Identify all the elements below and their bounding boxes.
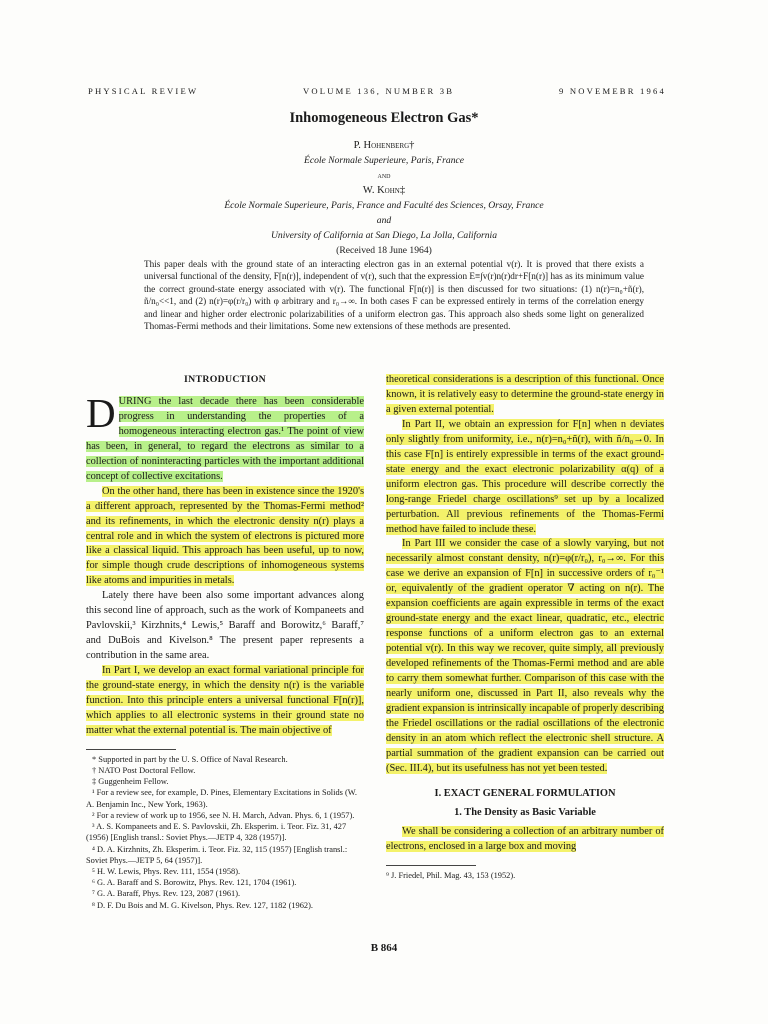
author-block — [0, 138, 768, 258]
paper-title: Inhomogeneous Electron Gas* — [289, 110, 479, 126]
footnote: ² For a review of work up to 1956, see N. H. March, Advan. Phys. 6, 1 (1957). — [92, 810, 355, 820]
abstract — [144, 258, 644, 332]
footnote: ⁵ H. W. Lewis, Phys. Rev. 111, 1554 (1958). — [92, 866, 241, 876]
subsection-heading: 1. The Density as Basic Variable — [454, 806, 596, 818]
author-1: P. Hohenberg† — [353, 140, 415, 151]
footnote-rule — [86, 749, 176, 750]
and-separator-1: and — [377, 171, 391, 180]
affiliation-2a: École Normale Superieure, Paris, France and Faculté des Sciences, Orsay, France — [224, 200, 544, 211]
and-separator-2: and — [376, 215, 392, 226]
affiliation-1: École Normale Superieure, Paris, France — [303, 155, 465, 166]
issue-date: 9 NOVEMEBR 1964 — [558, 86, 666, 96]
yellow-highlight: In Part III we consider the case of a slowly varying, but not necessarily almost constant density, n(r)=φ(r/r₀), r₀→∞. For this case we derive an expansion of F[n] in successive orders of r₀⁻¹ or, equivalently of the gradient operator ∇ acting on n(r). The expansion coefficients are again expressible in terms of the exact ground-state energy and the exact linear, quadratic, etc., electric response functions of a uniform electron gas to an external potential v(r). In this way we recover, quite simply, all previously developed refinements of the Thomas-Fermi method and are able to carry them somewhat further. Comparison of this case with the nearly uniform one, discussed in Part II, also reveals why the gradient expansion is intrinsically incapable of properly describing the Friedel oscillations or the radial oscillations of the electronic density in an atom which reflect the electronic shell structure. A partial summation of the gradient expansion can be carried out (Sec. III.4), but its usefulness has not yet been tested. — [386, 538, 664, 774]
green-highlight: URING the last decade there has been considerable progress in understanding the properties of a homogeneous interacting electron gas.¹ The point of view has been, in general, to regard the electrons as similar to a collection of noninteracting particles with the important additional concept of collective excitations. — [86, 395, 364, 482]
footnote: † NATO Post Doctoral Fellow. — [92, 766, 196, 776]
intro-paragraph-3: Lately there have been also some important advances along this second line of approach, such as the work of Kompaneets and Pavlovskii,³ Kirzhnits,⁴ Lewis,⁵ Baraff and Borowitz,⁶ Baraff,⁷ and DuBois and Kivelson.⁸ The present paper represents a contribution in the same area. — [86, 590, 364, 662]
footnote: ¹ For a review see, for example, D. Pines, Elementary Excitations in Solids (W. A. Benjamin Inc., New York, 1963). — [86, 788, 358, 809]
right-column — [386, 373, 664, 881]
section-heading: I. EXACT GENERAL FORMULATION — [434, 787, 616, 799]
page-number: B 864 — [370, 942, 398, 954]
footnote: ⁷ G. A. Baraff, Phys. Rev. 123, 2087 (1961). — [92, 889, 241, 899]
footnote: ⁶ G. A. Baraff and S. Borowitz, Phys. Rev. 121, 1704 (1961). — [92, 878, 297, 888]
footnotes — [86, 754, 364, 911]
right-paragraph-4 — [386, 825, 664, 855]
footnote: ³ A. S. Kompaneets and E. S. Pavlovskii, Zh. Eksperim. i. Teor. Fiz. 31, 427 (1956) [English transl.: Soviet Phys.—JETP 4, 328 (1957)]. — [86, 822, 347, 843]
footnote-rule — [386, 865, 476, 866]
volume-info: VOLUME 136, NUMBER 3B — [303, 86, 455, 96]
intro-paragraph-2 — [86, 485, 364, 590]
footnote: ‡ Guggenheim Fellow. — [92, 777, 169, 787]
author-2: W. Kohn‡ — [362, 185, 406, 196]
yellow-highlight: We shall be considering a collection of an arbitrary number of electrons, enclosed in a large box and moving — [386, 825, 664, 852]
intro-heading: INTRODUCTION — [184, 374, 266, 385]
right-paragraph-1 — [386, 373, 664, 418]
yellow-highlight: theoretical considerations is a description of this functional. Once known, it is relatively easy to determine the ground-state energy in a given external potential. — [386, 374, 664, 415]
yellow-highlight: On the other hand, there has been in existence since the 1920's a different approach, represented by the Thomas-Fermi method² and its refinements, in which the electronic density n(r) plays a central role and in which the system of electrons is pictured more like a classical liquid. This approach has been useful, up to now, for simple though crude descriptions of inhomogeneous systems like atoms and impurities in metals. — [86, 485, 364, 587]
right-paragraph-2 — [386, 418, 664, 538]
footnote: ⁸ D. F. Du Bois and M. G. Kivelson, Phys. Rev. 127, 1182 (1962). — [92, 900, 314, 910]
journal-name: PHYSICAL REVIEW — [88, 86, 199, 96]
affiliation-2b: University of California at San Diego, La Jolla, California — [271, 230, 497, 241]
intro-paragraph-4 — [86, 664, 364, 739]
footnote-9: ⁹ J. Friedel, Phil. Mag. 43, 153 (1952). — [386, 870, 516, 880]
footnote: ⁴ D. A. Kirzhnits, Zh. Eksperim. i. Teor. Fiz. 32, 115 (1957) [English transl.: Soviet Phys.—JETP 5, 64 (1957)]. — [86, 844, 348, 865]
abstract-text: This paper deals with the ground state of an interacting electron gas in an external potential v(r). It is proved that there exists a universal functional of the density, F[n(r)], independent of v(r), such that the expression E≡∫v(r)n(r)dr+F[n(r)] has as its minimum value the correct ground-state energy associated with v(r). The functional F[n(r)] is then discussed for two situations: (1) n(r)=n₀+ñ(r), ñ/n₀<<1, and (2) n(r)=φ(r/r₀) with φ arbitrary and r₀→∞. In both cases F can be expressed entirely in terms of the correlation energy and linear and higher order electronic polarizabilities of a uniform electron gas. This approach also sheds some light on generalized Thomas-Fermi methods and their limitations. Some new extensions of these methods are presented. — [144, 259, 644, 332]
intro-paragraph-1 — [86, 389, 364, 485]
running-header — [88, 86, 666, 96]
right-paragraph-3 — [386, 537, 664, 776]
left-column — [86, 373, 364, 911]
received-date: (Received 18 June 1964) — [336, 245, 432, 256]
yellow-highlight: In Part II, we obtain an expression for F[n] when n deviates only slightly from uniformity, i.e., n(r)=n₀+ñ(r), with ñ/n₀→0. In this case F[n] is entirely expressible in terms of the exact ground-state energy and the exact electronic polarizability α(q) of a uniform electron gas. This procedure will describe correctly the long-range Friedel charge oscillations⁹ set up by a localized perturbation. All previous refinements of the Thomas-Fermi method have failed to include these. — [386, 418, 664, 535]
footnote: * Supported in part by the U. S. Office of Naval Research. — [92, 754, 288, 764]
yellow-highlight: In Part I, we develop an exact formal variational principle for the ground-state energy, in which the density n(r) is the variable function. Into this principle enters a universal functional F[n(r)], which applies to all electronic systems in their ground state no matter what the external potential is. The main objective of — [86, 665, 364, 736]
drop-cap: D — [86, 389, 116, 436]
